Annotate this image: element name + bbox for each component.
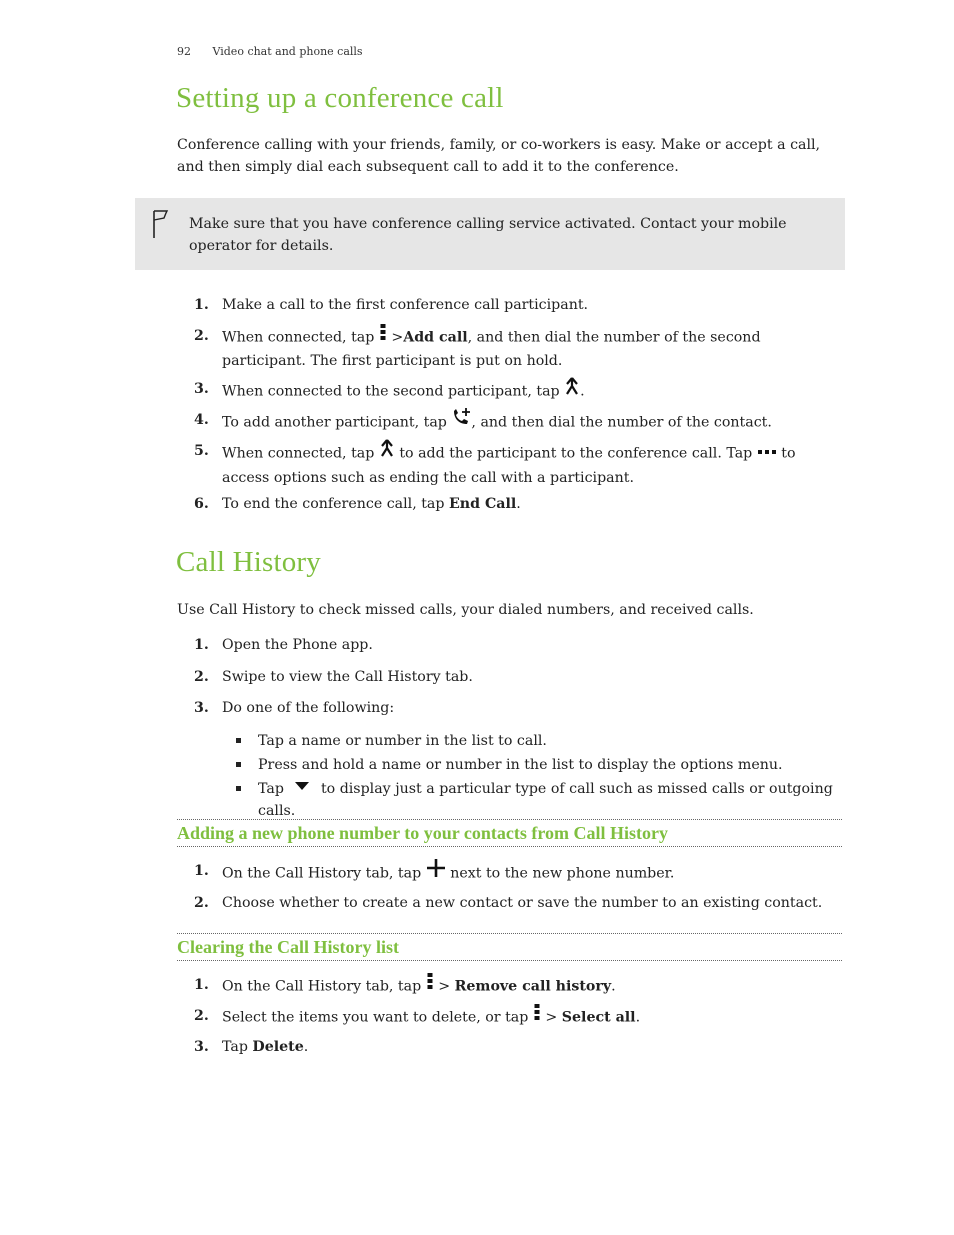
- step-text-post: to access options such as ending the call with a participant.: [222, 445, 796, 486]
- step-text-pre: To end the conference call, tap: [222, 496, 445, 512]
- clearing-title: Clearing the Call History list: [177, 937, 399, 957]
- step-text-pre: When connected, tap: [222, 445, 375, 462]
- step-number: 3.: [194, 1039, 209, 1055]
- step-text-post: , and then dial the number of the second participant. The first participant is put on hold.: [222, 329, 761, 369]
- bullet-marker: [236, 762, 241, 767]
- step-text-post: .: [635, 1009, 641, 1026]
- bullet-text: Tap a name or number in the list to call.: [258, 733, 547, 749]
- step-number: 2.: [194, 1008, 209, 1024]
- step-text-pre: When connected to the second participant, tap: [222, 383, 560, 400]
- step-text-pre: Tap: [222, 1039, 248, 1055]
- step-text-mid: to add the participant to the conference call. Tap: [399, 445, 753, 462]
- step-number: 1.: [194, 863, 209, 879]
- page-number: 92: [177, 45, 191, 58]
- step-number: 4.: [194, 412, 209, 428]
- step-number: 1.: [194, 637, 209, 653]
- step-text-post: next to the new phone number.: [450, 865, 675, 882]
- step-text-pre: Select the items you want to delete, or tap: [222, 1009, 529, 1026]
- adding-title: Adding a new phone number to your contacts from Call History: [177, 823, 669, 843]
- step-text: Open the Phone app.: [222, 637, 373, 653]
- step-number: 2.: [194, 895, 209, 911]
- note-box: [135, 198, 845, 270]
- triangle-down-icon: [294, 776, 310, 798]
- step-text: Swipe to view the Call History tab.: [222, 669, 473, 685]
- step-text-mid: >: [391, 329, 404, 346]
- step-number: 1.: [194, 977, 209, 993]
- step-text-post: .: [580, 383, 585, 400]
- bullet-text-pre: Tap: [258, 781, 284, 797]
- merge-calls-icon: [379, 438, 395, 465]
- step-number: 2.: [194, 669, 209, 685]
- remove-call-history-label: Remove call history: [454, 978, 612, 995]
- step-text: Do one of the following:: [222, 700, 395, 716]
- merge-calls-icon: [564, 376, 580, 403]
- step-text-pre: On the Call History tab, tap: [222, 978, 422, 995]
- plus-icon: [426, 858, 446, 885]
- step-text-post: , and then dial the number of the contact.: [471, 414, 772, 431]
- step-text-pre: When connected, tap: [222, 329, 375, 346]
- flag-icon: [149, 208, 171, 244]
- step-number: 6.: [194, 496, 209, 512]
- step-text-post: .: [303, 1039, 309, 1055]
- bullet-marker: [236, 738, 241, 743]
- conference-intro: Conference calling with your friends, family, or co-workers is easy. Make or accept a call, and then simply dial each subsequent call to add it to the conference.: [177, 137, 821, 175]
- delete-label: Delete: [252, 1039, 304, 1055]
- end-call-label: End Call: [448, 496, 517, 512]
- horizontal-dots-icon: [757, 441, 777, 463]
- history-title: Call History: [176, 546, 321, 578]
- add-call-label: Add call: [403, 329, 468, 346]
- section-name: Video chat and phone calls: [212, 45, 363, 58]
- vertical-dots-icon: [379, 323, 387, 348]
- step-text-post: .: [611, 978, 616, 995]
- step-text-mid: >: [545, 1009, 558, 1026]
- step-number: 3.: [194, 381, 209, 397]
- note-text: Make sure that you have conference calling service activated. Contact your mobile operator for details.: [189, 216, 787, 254]
- vertical-dots-icon: [533, 1003, 541, 1028]
- clearing-heading: [177, 933, 842, 961]
- bullet-text-post: to display just a particular type of call such as missed calls or outgoing calls.: [258, 781, 833, 819]
- step-number: 3.: [194, 700, 209, 716]
- step-text-post: .: [516, 496, 521, 512]
- vertical-dots-icon: [426, 972, 434, 997]
- adding-heading: [177, 819, 842, 847]
- step-text-pre: To add another participant, tap: [222, 414, 447, 431]
- step-text-pre: On the Call History tab, tap: [222, 865, 422, 882]
- history-intro: Use Call History to check missed calls, your dialed numbers, and received calls.: [177, 602, 754, 618]
- page-header: [177, 45, 363, 58]
- step-number: 5.: [194, 443, 209, 459]
- step-number: 2.: [194, 328, 209, 344]
- conference-title: Setting up a conference call: [176, 82, 504, 114]
- select-all-label: Select all: [561, 1009, 636, 1026]
- step-text: Choose whether to create a new contact or save the number to an existing contact.: [222, 895, 823, 911]
- add-call-icon: [451, 407, 471, 434]
- step-number: 1.: [194, 297, 209, 313]
- step-text-mid: >: [438, 978, 451, 995]
- bullet-marker: [236, 786, 241, 791]
- bullet-text: Press and hold a name or number in the list to display the options menu.: [258, 757, 783, 773]
- step-text: Make a call to the first conference call participant.: [222, 297, 589, 313]
